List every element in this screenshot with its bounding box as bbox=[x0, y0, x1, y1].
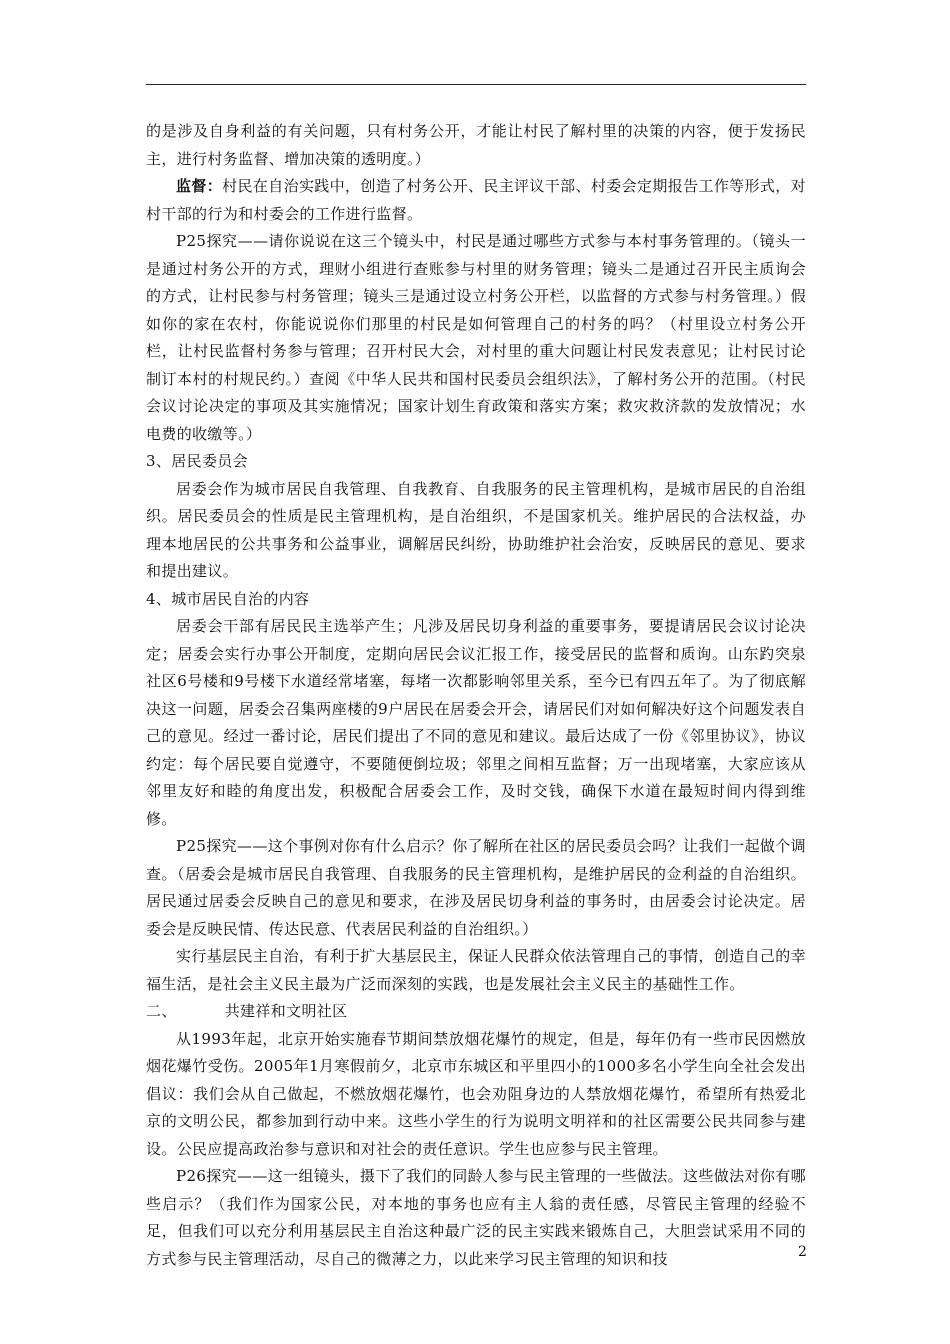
paragraph-supervision bbox=[146, 173, 806, 228]
heading-harmonious-community bbox=[146, 998, 806, 1026]
paragraph-grassroots-democracy: 实行基层民主自治，有利于扩大基层民主，保证人民群众依法管理自己的事情，创造自己的幸福生活，是社会主义民主最为广泛而深刻的实践，也是发展社会主义民主的基础性工作。 bbox=[146, 947, 806, 993]
section-title: 共建祥和文明社区 bbox=[224, 1002, 348, 1020]
paragraph-explore-p26: P26探究——这一组镜头，摄下了我们的同龄人参与民主管理的一些做法。这些做法对你有哪些启示？（我们作为国家公民，对本地的事务也应有主人翁的责任感，尽管民主管理的经验不足，但我们可以充分利用基层民主自治这种最广泛的民主实践来锻炼自己，大胆尝试采用不同的方式参与民主管理活动，尽自己的微薄之力，以此来学习民主管理的知识和技 bbox=[146, 1167, 806, 1268]
paragraph-urban-autonomy: 居委会干部有居民民主选举产生；凡涉及居民切身利益的重要事务，要提请居民会议讨论决定；居委会实行办事公开制度，定期向居民会议汇报工作，接受居民的监督和质询。山东趵突泉社区6号楼和9号楼下水道经常堵塞，每堵一次都影响邻里关系，至今已有四五年了。为了彻底解决这一问题，居委会召集两座楼的9户居民在居委会开会，请居民们对如何解决好这个问题发表自己的意见。经过一番讨论，居民们提出了不同的意见和建议。最后达成了一份《邻里协议》，协议约定：每个居民要自觉遵守，不要随便倒垃圾；邻里之间相互监督；万一出现堵塞，大家应该从邻里友好和睦的角度出发，积极配合居委会工作，及时交钱，确保下水道在最短时间内得到维修。 bbox=[146, 617, 806, 828]
paragraph-fireworks: 从1993年起，北京开始实施春节期间禁放烟花爆竹的规定，但是，每年仍有一些市民因燃放烟花爆竹受伤。2005年1月寒假前夕，北京市东城区和平里四小的1000多名小学生向全社会发出倡议：我们会从自己做起，不燃放烟花爆竹，也会劝阻身边的人禁放烟花爆竹，希望所有热爱北京的文明公民，都参加到行动中来。这些小学生的行为说明文明祥和的社区需要公民共同参与建设。公民应提高政治参与意识和对社会的责任意识。学生也应参与民主管理。 bbox=[146, 1029, 806, 1158]
header-rule bbox=[146, 84, 806, 85]
paragraph-explore-p25-b: P25探究——这个事例对你有什么启示？你了解所在社区的居民委员会吗？让我们一起做个调查。（居委会是城市居民自我管理、自我服务的民主管理机构，是维护居民的佥利益的自治组织。居民通过居委会反映自己的意见和要求，在涉及居民切身利益的事务时，由居委会讨论决定。居委会是反映民情、传达民意、代表居民利益的自治组织。） bbox=[146, 837, 806, 938]
supervision-text: 村民在自治实践中，创造了村务公开、民主评议干部、村委会定期报告工作等形式，对村干部的行为和村委会的工作进行监督。 bbox=[146, 177, 806, 223]
section-number: 二、 bbox=[146, 1002, 177, 1020]
page-number: 2 bbox=[798, 1244, 807, 1260]
term-supervision: 监督： bbox=[176, 177, 223, 195]
heading-residents-committee: 3、居民委员会 bbox=[146, 452, 248, 470]
heading-urban-autonomy: 4、城市居民自治的内容 bbox=[146, 589, 310, 608]
paragraph-residents-committee: 居委会作为城市居民自我管理、自我教育、自我服务的民主管理机构，是城市居民的自治组织。居民委员会的性质是民主管理机构，是自治组织，不是国家机关。维护居民的合法权益，办理本地居民的公共事务和公益事业，调解居民纠纷，协助维护社会治安，反映居民的意见、要求和提出建议。 bbox=[146, 479, 806, 580]
paragraph-continuation: 的是涉及自身利益的有关问题，只有村务公开，才能让村民了解村里的决策的内容，便于发扬民主，进行村务监督、增加决策的透明度。） bbox=[146, 122, 806, 168]
paragraph-explore-p25-a: P25探究——请你说说在这三个镜头中，村民是通过哪些方式参与本村事务管理的。（镜头一是通过村务公开的方式，理财小组进行查账参与村里的财务管理；镜头二是通过召开民主质询会的方式，让村民参与村务管理；镜头三是通过设立村务公开栏，以监督的方式参与村务管理。）假如你的家在农村，你能说说你们那里的村民是如何管理自己的村务的吗？（村里设立村务公开栏，让村民监督村务参与管理；召开村民大会，对村里的重大问题让村民发表意见；让村民讨论制订本村的村规民约。）查阅《中华人民共和国村民委员会组织法》，了解村务公开的范围。（村民会议讨论决定的事项及其实施情况；国家计划生育政策和落实方案；救灾救济款的发放情况；水电费的收缴等。） bbox=[146, 232, 806, 443]
body-text bbox=[146, 118, 806, 1273]
